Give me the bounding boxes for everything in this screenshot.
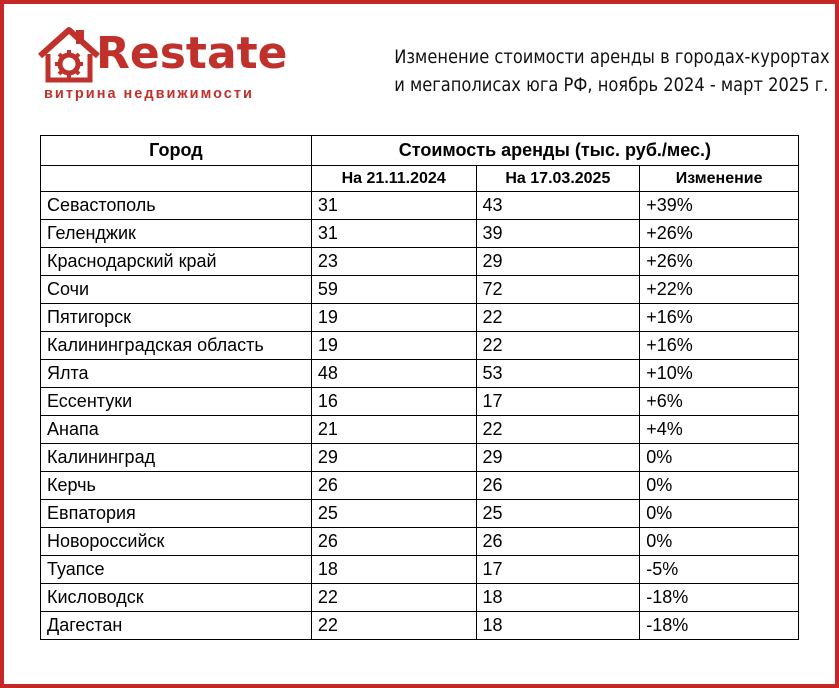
table-row: [41, 360, 799, 388]
change-cell: 0%: [640, 472, 799, 500]
rent-mar-cell: 29: [476, 444, 640, 472]
header-change: Изменение: [640, 166, 799, 192]
rent-nov-cell: 59: [311, 276, 476, 304]
change-cell: +26%: [640, 220, 799, 248]
table-row: [41, 220, 799, 248]
change-cell: 0%: [640, 444, 799, 472]
table-row: [41, 500, 799, 528]
rent-mar-cell: 17: [476, 556, 640, 584]
page-title: [394, 44, 830, 100]
table-row: [41, 528, 799, 556]
table-row: [41, 556, 799, 584]
change-cell: 0%: [640, 500, 799, 528]
header-date-a: На 21.11.2024: [311, 166, 476, 192]
rent-nov-cell: 21: [311, 416, 476, 444]
rent-mar-cell: 26: [476, 528, 640, 556]
rent-mar-cell: 22: [476, 332, 640, 360]
change-cell: -5%: [640, 556, 799, 584]
city-cell: Краснодарский край: [41, 248, 312, 276]
header-rent-group: Стоимость аренды (тыс. руб./мес.): [311, 136, 798, 166]
rent-nov-cell: 16: [311, 388, 476, 416]
rent-mar-cell: 22: [476, 304, 640, 332]
city-cell: Новороссийск: [41, 528, 312, 556]
change-cell: -18%: [640, 612, 799, 640]
rent-nov-cell: 48: [311, 360, 476, 388]
rent-mar-cell: 39: [476, 220, 640, 248]
table-row: [41, 276, 799, 304]
city-cell: Геленджик: [41, 220, 312, 248]
rent-mar-cell: 17: [476, 388, 640, 416]
rent-nov-cell: 31: [311, 192, 476, 220]
city-cell: Евпатория: [41, 500, 312, 528]
rent-nov-cell: 29: [311, 444, 476, 472]
city-cell: Кисловодск: [41, 584, 312, 612]
table-row: [41, 416, 799, 444]
title-line-2: и мегаполисах юга РФ, ноябрь 2024 - март 2025 г.: [394, 75, 829, 96]
table-row: [41, 192, 799, 220]
rent-mar-cell: 29: [476, 248, 640, 276]
rent-nov-cell: 19: [311, 332, 476, 360]
rent-nov-cell: 31: [311, 220, 476, 248]
rent-mar-cell: 26: [476, 472, 640, 500]
header-empty: [41, 166, 312, 192]
rent-mar-cell: 43: [476, 192, 640, 220]
table-row: [41, 444, 799, 472]
change-cell: +6%: [640, 388, 799, 416]
rent-nov-cell: 25: [311, 500, 476, 528]
city-cell: Дагестан: [41, 612, 312, 640]
change-cell: +10%: [640, 360, 799, 388]
rent-nov-cell: 23: [311, 248, 476, 276]
table-row: [41, 584, 799, 612]
rent-table: [40, 135, 799, 640]
city-cell: Ессентуки: [41, 388, 312, 416]
brand-tagline: витрина недвижимости: [44, 86, 254, 102]
header-date-b: На 17.03.2025: [476, 166, 640, 192]
city-cell: Сочи: [41, 276, 312, 304]
rent-mar-cell: 25: [476, 500, 640, 528]
brand-logo: [34, 22, 294, 106]
table-body: [41, 192, 799, 640]
city-cell: Пятигорск: [41, 304, 312, 332]
rent-mar-cell: 72: [476, 276, 640, 304]
city-cell: Калининград: [41, 444, 312, 472]
change-cell: +22%: [640, 276, 799, 304]
city-cell: Севастополь: [41, 192, 312, 220]
rent-nov-cell: 19: [311, 304, 476, 332]
table-row: [41, 472, 799, 500]
table-row: [41, 248, 799, 276]
change-cell: +16%: [640, 332, 799, 360]
brand-name: Restate: [96, 28, 288, 79]
rent-mar-cell: 22: [476, 416, 640, 444]
city-cell: Ялта: [41, 360, 312, 388]
house-gear-icon: [34, 22, 104, 86]
change-cell: +16%: [640, 304, 799, 332]
rent-nov-cell: 26: [311, 472, 476, 500]
table-row: [41, 304, 799, 332]
header-city: Город: [41, 136, 312, 166]
change-cell: +39%: [640, 192, 799, 220]
city-cell: Туапсе: [41, 556, 312, 584]
rent-nov-cell: 18: [311, 556, 476, 584]
change-cell: 0%: [640, 528, 799, 556]
table-row: [41, 612, 799, 640]
rent-nov-cell: 22: [311, 612, 476, 640]
title-line-1: Изменение стоимости аренды в городах-курортах: [394, 47, 830, 68]
rent-mar-cell: 53: [476, 360, 640, 388]
rent-mar-cell: 18: [476, 584, 640, 612]
rent-mar-cell: 18: [476, 612, 640, 640]
rent-nov-cell: 26: [311, 528, 476, 556]
rent-nov-cell: 22: [311, 584, 476, 612]
change-cell: +4%: [640, 416, 799, 444]
change-cell: -18%: [640, 584, 799, 612]
change-cell: +26%: [640, 248, 799, 276]
city-cell: Калининградская область: [41, 332, 312, 360]
city-cell: Анапа: [41, 416, 312, 444]
city-cell: Керчь: [41, 472, 312, 500]
table-row: [41, 388, 799, 416]
table-row: [41, 332, 799, 360]
